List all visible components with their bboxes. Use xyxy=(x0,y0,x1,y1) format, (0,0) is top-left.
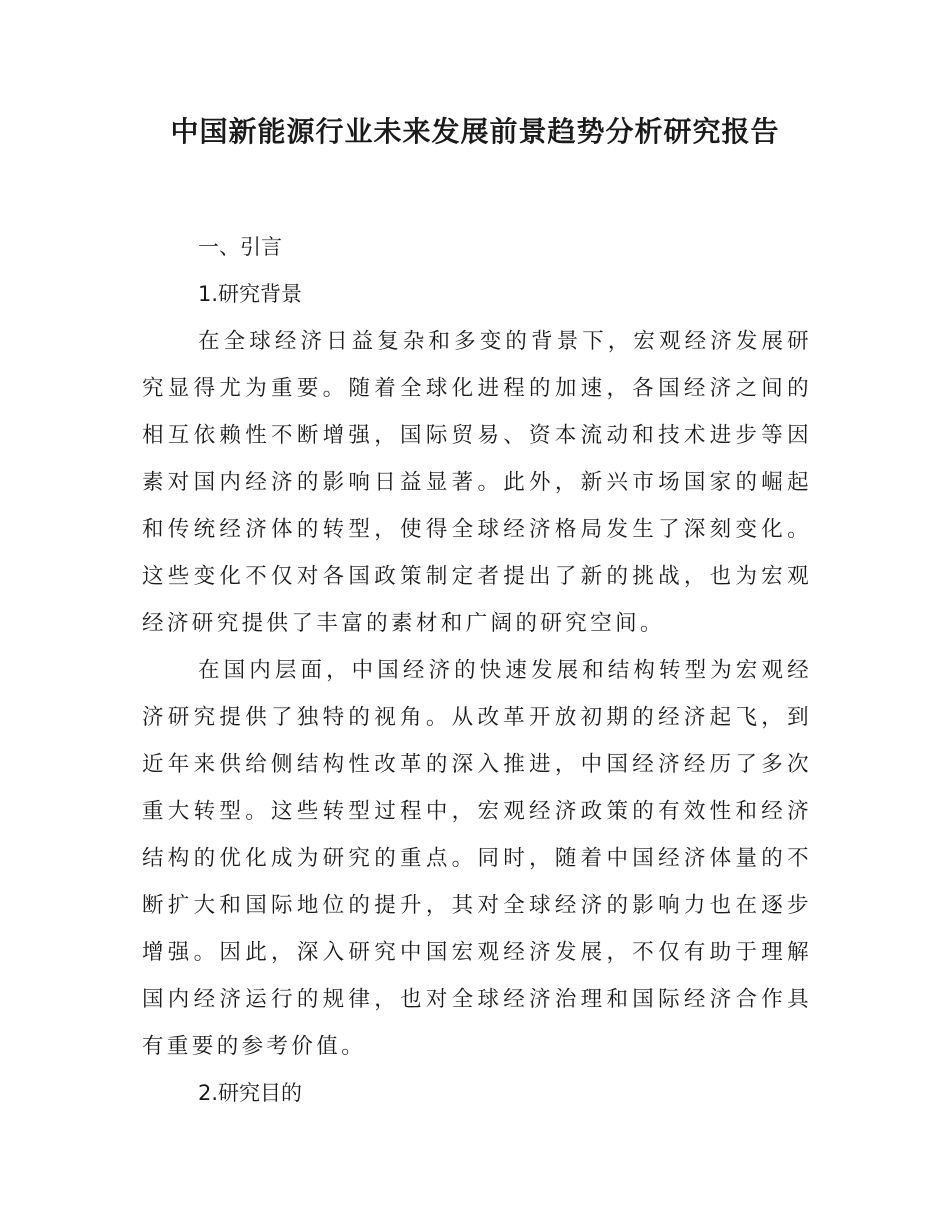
subsection-heading-purpose: 2.研究目的 xyxy=(198,1081,303,1105)
document-title: 中国新能源行业未来发展前景趋势分析研究报告 xyxy=(170,115,780,148)
subsection-heading-background: 1.研究背景 xyxy=(198,282,303,306)
paragraph-domestic-context: 在国内层面，中国经济的快速发展和结构转型为宏观经济研究提供了独特的视角。从改革开放初期的经济起飞，到近年来供给侧结构性改革的深入推进，中国经济经历了多次重大转型。这些转型过程中，宏观经济政策的有效性和经济结构的优化成为研究的重点。同时，随着中国经济体量的不断扩大和国际地位的提升，其对全球经济的影响力也在逐步增强。因此，深入研究中国宏观经济发展，不仅有助于理解国内经济运行的规律，也对全球经济治理和国际经济合作具有重要的参考价值。 xyxy=(142,658,812,1059)
section-heading-introduction: 一、引言 xyxy=(198,235,282,259)
paragraph-global-context: 在全球经济日益复杂和多变的背景下，宏观经济发展研究显得尤为重要。随着全球化进程的加速，各国经济之间的相互依赖性不断增强，国际贸易、资本流动和技术进步等因素对国内经济的影响日益显著。此外，新兴市场国家的崛起和传统经济体的转型，使得全球经济格局发生了深刻变化。这些变化不仅对各国政策制定者提出了新的挑战，也为宏观经济研究提供了丰富的素材和广阔的研究空间。 xyxy=(142,329,812,636)
document-body xyxy=(142,224,812,1117)
